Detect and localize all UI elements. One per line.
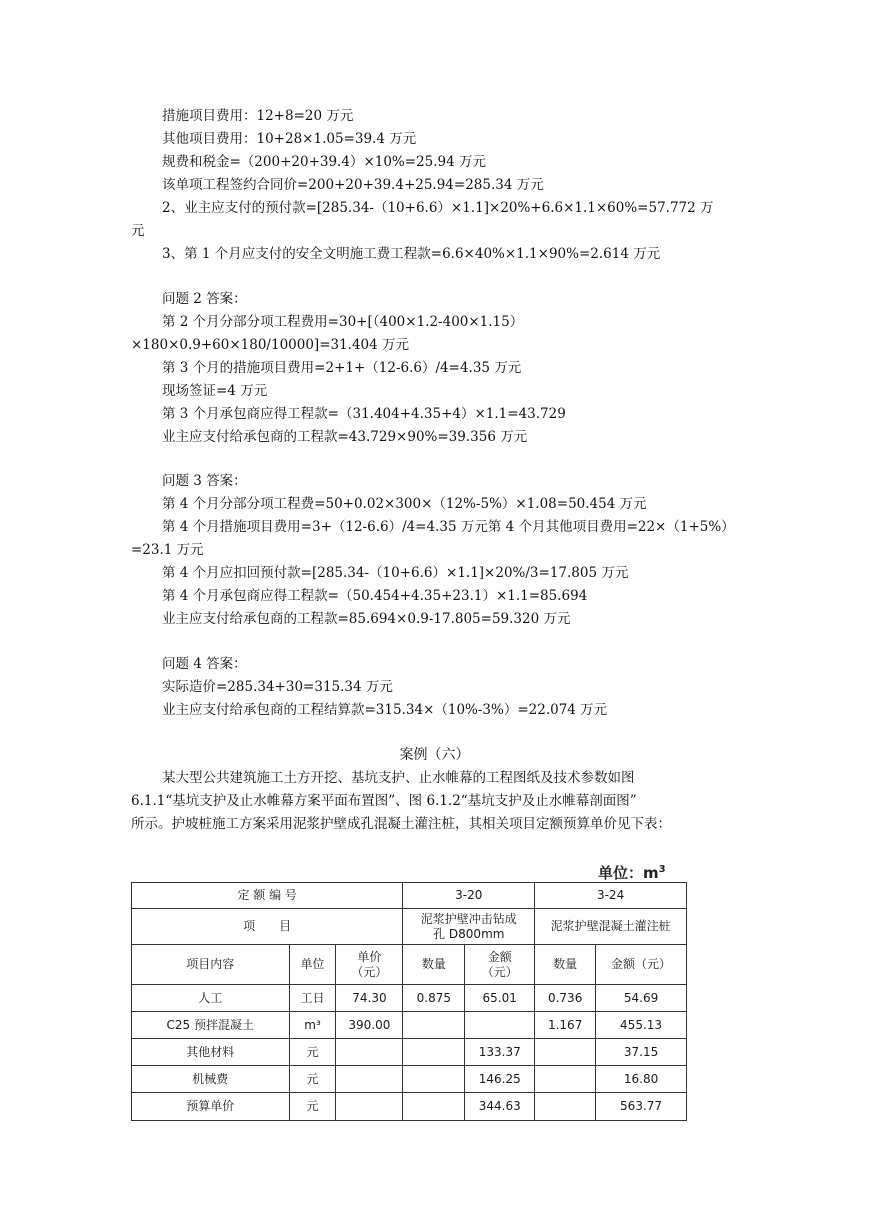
text-line: 实际造价=285.34+30=315.34 万元 [162,679,393,695]
cell-amt-b: 16.80 [596,1066,687,1093]
table-row [132,1012,687,1039]
cell-name: C25 预拌混凝土 [132,1012,290,1039]
table-row [132,1066,687,1093]
section-heading: 问题 3 答案： [162,473,247,489]
cell-price: 390.00 [336,1012,403,1039]
cell-amt-b: 54.69 [596,985,687,1012]
cell-qty-b [535,1066,596,1093]
header-qty-a: 数量 [403,945,465,985]
text-line: 2、业主应支付的预付款=[285.34-（10+6.6）×1.1]×20%+6.6×1.1×60%=57.772 万 [162,200,714,216]
text-line: 第 4 个月措施项目费用=3+（12-6.6）/4=4.35 万元第 4 个月其他项目费用=22×（1+5%） [162,519,735,535]
table-unit-label: 单位：$m^3$ [598,864,666,882]
header-qty-b: 数量 [535,945,596,985]
cell-amt-a: 133.37 [465,1039,535,1066]
cell-price [336,1039,403,1066]
cell-qty-a: 0.875 [403,985,465,1012]
text-line: 第 3 个月的措施项目费用=2+1+（12-6.6）/4=4.35 万元 [162,360,522,376]
item-b: 泥浆护壁混凝土灌注桩 [535,909,687,945]
table-row [132,909,687,945]
intro-line: 某大型公共建筑施工土方开挖、基坑支护、止水帷幕的工程图纸及技术参数如图 [162,770,635,786]
text-line: 业主应支付给承包商的工程款=43.729×90%=39.356 万元 [162,429,528,445]
cell-qty-b: 1.167 [535,1012,596,1039]
cell-price [336,1093,403,1121]
text-line: 元 [131,223,145,239]
text-line: 第 4 个月分部分项工程费=50+0.02×300×（12%-5%）×1.08=50.454 万元 [162,496,647,512]
text-line: 业主应支付给承包商的工程款=85.694×0.9-17.805=59.320 万元 [162,611,571,627]
table-row [132,883,687,909]
section-heading: 问题 2 答案： [162,291,247,307]
cell-unit: m³ [289,1012,336,1039]
text-line: 现场签证=4 万元 [162,383,268,399]
cell-amt-a [465,1012,535,1039]
header-amt-a: 金额 （元） [465,945,535,985]
cell-unit: 元 [289,1066,336,1093]
quota-table [131,882,687,1121]
quota-code-a: 3-20 [403,883,535,909]
cell-amt-a: 344.63 [465,1093,535,1121]
cell-name: 预算单价 [132,1093,290,1121]
cell-amt-b: 37.15 [596,1039,687,1066]
text-line: ×180×0.9+60×180/10000]=31.404 万元 [131,337,410,353]
cell-name: 机械费 [132,1066,290,1093]
item-label: 项 目 [132,909,403,945]
text-line: 措施项目费用：12+8=20 万元 [162,108,354,124]
cell-amt-a: 146.25 [465,1066,535,1093]
text-line: 规费和税金=（200+20+39.4）×10%=25.94 万元 [162,154,487,170]
text-line: 该单项工程签约合同价=200+20+39.4+25.94=285.34 万元 [162,177,544,193]
intro-line: 6.1.1“基坑支护及止水帷幕方案平面布置图”、图 6.1.2“基坑支护及止水帷幕剖面图” [131,793,637,809]
cell-amt-a: 65.01 [465,985,535,1012]
text-line: =23.1 万元 [131,542,204,558]
table-row [132,985,687,1012]
case-title: 案例（六） [399,747,470,763]
table-row [132,1093,687,1121]
text-line: 第 2 个月分部分项工程费用=30+[（400×1.2-400×1.15） [162,314,524,330]
text-line: 其他项目费用：10+28×1.05=39.4 万元 [162,131,417,147]
header-price: 单价 （元） [336,945,403,985]
cell-price [336,1066,403,1093]
table-header-row [132,945,687,985]
cell-qty-a [403,1039,465,1066]
header-amt-b: 金额（元） [596,945,687,985]
text-line: 第 4 个月承包商应得工程款=（50.454+4.35+23.1）×1.1=85.694 [162,588,588,604]
text-line: 业主应支付给承包商的工程结算款=315.34×（10%-3%）=22.074 万元 [162,702,608,718]
text-line: 3、第 1 个月应支付的安全文明施工费工程款=6.6×40%×1.1×90%=2.614 万元 [162,246,661,262]
item-a: 泥浆护壁冲击钻成 孔 D800mm [403,909,535,945]
quota-code-b: 3-24 [535,883,687,909]
cell-qty-a [403,1012,465,1039]
section-heading: 问题 4 答案： [162,656,247,672]
cell-qty-a [403,1066,465,1093]
cell-amt-b: 455.13 [596,1012,687,1039]
cell-qty-b [535,1093,596,1121]
cell-name: 其他材料 [132,1039,290,1066]
quota-no-label: 定 额 编 号 [132,883,403,909]
cell-price: 74.30 [336,985,403,1012]
header-unit: 单位 [289,945,336,985]
cell-unit: 元 [289,1093,336,1121]
cell-unit: 元 [289,1039,336,1066]
table-row [132,1039,687,1066]
cell-qty-a [403,1093,465,1121]
cell-unit: 工日 [289,985,336,1012]
cell-amt-b: 563.77 [596,1093,687,1121]
cell-qty-b: 0.736 [535,985,596,1012]
text-line: 第 3 个月承包商应得工程款=（31.404+4.35+4）×1.1=43.729 [162,406,566,422]
intro-line: 所示。护坡桩施工方案采用泥浆护壁成孔混凝土灌注桩，其相关项目定额预算单价见下表： [131,816,671,832]
header-content: 项目内容 [132,945,290,985]
text-line: 第 4 个月应扣回预付款=[285.34-（10+6.6）×1.1]×20%/3=17.805 万元 [162,565,629,581]
cell-name: 人工 [132,985,290,1012]
cell-qty-b [535,1039,596,1066]
